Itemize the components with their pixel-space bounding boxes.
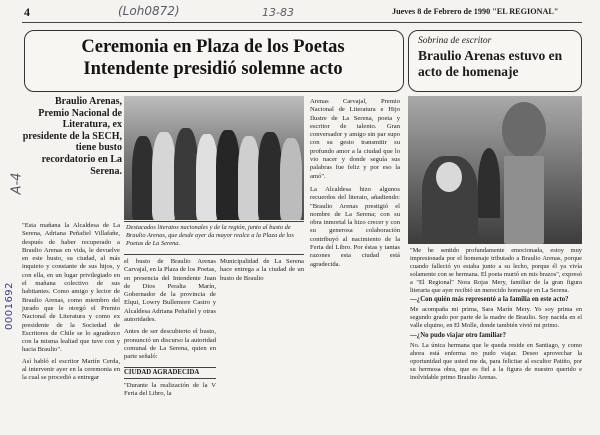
photo-figure [152,132,176,220]
woman-face [436,162,462,192]
article-lead: Braulio Arenas, Premio Nacional de Literatura, ex presidente de la SECH, tiene busto recordatorio en La Serena. [22,96,122,177]
column-3: Municipalidad de La Serena hace entrega a la ciudad de un busto de Braulio [220,258,304,282]
column-1-text: "Esta mañana la Alcaldesa de La Serena, Adriana Peñafiel Villafañe, después de haber recuperado a Braulio Arenas en vida, le devuelve en este busto, su ciudad, al más inquieto y constante de sus hijos, y con ella, en un lugar privilegiado en el mañana colectivo de sus habitantes. Como amigo y lector de Braulio Arenas, como miembro del jurado que le otorgó el Premio Nacional de Literatura y como ex presidente de la Sociedad de Escritores de Chile se lo agradezco con la misma lealtad que tuve con y hacia Braulio". [22,222,120,354]
column-2-text-c: "Durante la realización de la V Feria del Libro, la [124,381,216,398]
pedestal [504,156,544,244]
bust-photo [408,96,582,244]
side-headline: Braulio Arenas estuvo en acto de homenaje [418,48,563,79]
column-1-tail: Así habló el escritor Martín Cerda, al intervenir ayer en la ceremonia en la cual se procedió a entregar [22,357,120,382]
handwritten-side-note: A-4 [9,172,25,195]
bust-figure [502,102,546,158]
column-4-text-b: La Alcaldesa hizo algunos recuerdos del literato, añadiendo: "Braulio Arenas prestigió el nombre de La Serena; con su obra inmortal la hizo crecer y con su generosa colaboración contribuyó al nacimiento de la Feria del Libro. Por éstas y tantas razones esta ciudad está agradecida. [310,185,400,268]
photo-figure [196,134,218,220]
column-2-text: el busto de Braulio Arenas Carvajal, en la Plaza de los Poetas, en presencia del Intendente Juan de Dios Peralta Marín, Gobernador de la provincia de Elqui, Lowry Bullemore Castro y Alcaldesa Adriana Peñafiel y otras autoridades. [124,258,216,324]
side-kicker: Sobrina de escritor [418,36,492,46]
handwritten-code: (Loh0872) [118,4,180,18]
side-question-2: —¿No pudo viajar otro familiar? [410,332,507,340]
column-2 [124,258,216,398]
handwritten-number: 13-83 [262,6,294,19]
page-number: 4 [24,5,30,19]
archive-stamp: 0001692 [4,281,15,330]
photo-caption: Destacados literatos nacionales y de la región, junto al busto de Braulio Arenas, que desde ayer da mayor realce a la Plaza de los Poetas de La Serena. [124,221,304,255]
photo-figure [216,130,240,220]
side-article-body [410,247,582,382]
side-question-1: —¿Con quién más representó a la familia en este acto? [410,296,569,304]
masthead-date-paper: Jueves 8 de Febrero de 1990 "EL REGIONAL" [392,7,559,16]
column-4-text: Arenas Carvajal, Premio Nacional de Literatura e Hijo Ilustre de La Serena, poeta y escritor de talento. Gran conversador y amigo sin par supo con su gesto transmitir su profundo amor a la ciudad que lo vio nacer y donde seguía sus palabras fue feliz y por eso la amó". [310,98,400,180]
headline-line-2: Intendente presidió solemne acto [83,59,343,79]
photo-figure [174,128,198,220]
column-2-text-b: Antes de ser descubierto el busto, pronunció un discurso la autoridad comunal de La Serena, quien en parte señaló: [124,328,216,361]
subhead: CIUDAD AGRADECIDA [124,367,216,379]
column-1 [22,222,120,383]
photo-figure [258,132,282,220]
masthead-rule [22,22,582,23]
photo-figure [280,138,302,220]
headline-line-1: Ceremonia en Plaza de los Poetas [81,37,345,57]
column-4 [310,98,400,269]
side-body-text: "Me he sentido profundamente emocionada, estoy muy impresionada por el homenaje tributado a Braulio Arenas, porque cuando falleció yo estaba junto a su lecho, porque él ya vivía solamente con se hermana. El poeta murió en mis brazos", expresó a "El Regional" Nora Rojas Mery, familiar de la gran figura literaria que ayer recibió un merecido homenaje en La Serena. [410,247,582,294]
photo-figure [238,136,260,220]
side-answer-2: No. La única hermana que le queda reside en Santiago, y como ahora está enferma no pudo viajar. Deseo aprovechar la oportunidad que usted me da, para felicitar al escultor Patiño, por su hermosa obra, que es fiel a la figura de nuestro querido e inolvidable primo Braulio Arenas. [410,341,582,381]
main-headline [24,36,402,80]
tree [478,148,500,218]
photo-figure [132,136,154,220]
side-answer-1: Me acompaña mi prima, Sara Marín Mery. Yo soy prima en segundo grado por parte de la madre de Braulio. Soy nacida en el valle elquino, en El Molle, donde también vivió mi primo. [410,306,582,330]
ceremony-photo [124,96,304,220]
